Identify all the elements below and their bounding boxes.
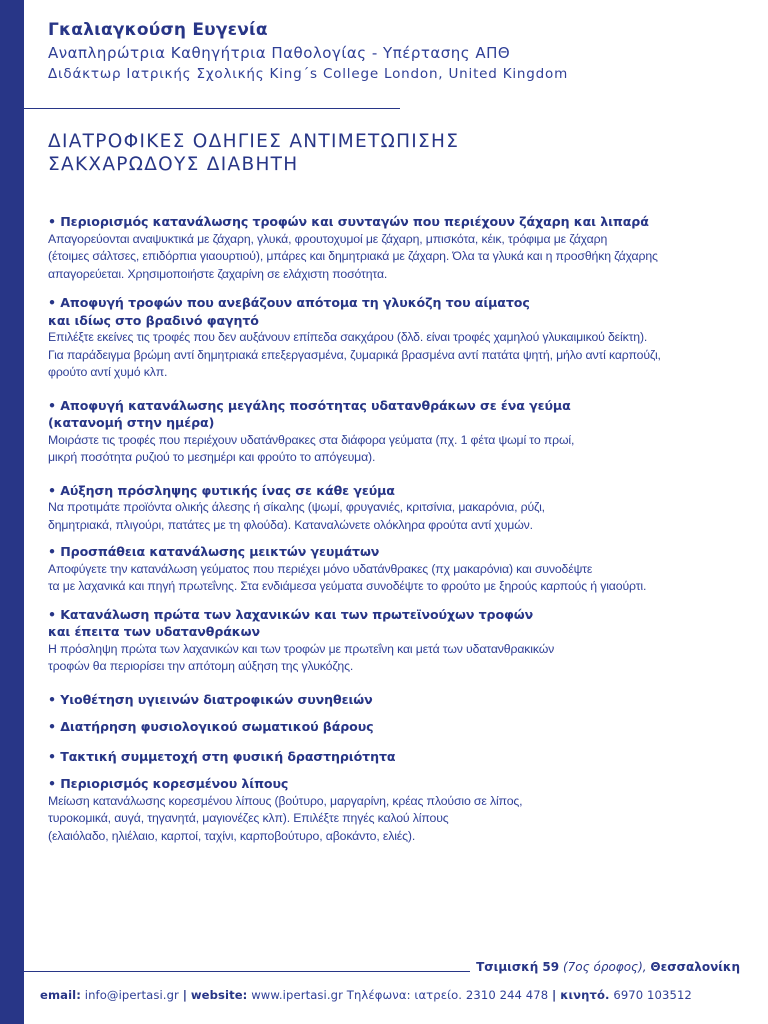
guideline-text: Μοιράστε τις τροφές που περιέχουν υδατάνθρακες στα διάφορα γεύματα (πχ. 1 φέτα ψωμί το πρωί, (48, 432, 575, 447)
address (476, 960, 740, 974)
guideline-section (48, 397, 760, 467)
footer-divider (24, 971, 470, 972)
guideline-text: Απαγορεύονται αναψυκτικά με ζάχαρη, γλυκά, φρουτοχυμοί με ζάχαρη, μπισκότα, κέικ, τρόφιμα με ζάχαρη (48, 231, 608, 246)
guideline-section (48, 294, 760, 382)
guideline-heading: • Προσπάθεια κατανάλωσης μεικτών γευμάτων (48, 544, 380, 559)
guideline-heading: (κατανομή στην ημέρα) (48, 415, 215, 430)
guideline-text: (ελαιόλαδο, ηλιέλαιο, καρποί, ταχίνι, καρποβούτυρο, αβοκάντο, ελιές). (48, 828, 416, 843)
guideline-section (48, 748, 760, 766)
guideline-section (48, 775, 760, 845)
title-line-2: ΣΑΚΧΑΡΩΔΟΥΣ ΔΙΑΒΗΤΗ (48, 154, 299, 175)
guideline-section (48, 606, 760, 676)
contact-footer (40, 988, 692, 1002)
guidelines-list (48, 213, 760, 855)
guideline-section (48, 543, 760, 596)
author-header (48, 18, 748, 84)
footer-separator: | (552, 988, 557, 1002)
author-role: Αναπληρώτρια Καθηγήτρια Παθολογίας - Υπέρτασης ΑΠΘ (48, 44, 511, 62)
website-label: website: (190, 988, 248, 1002)
guideline-text: τυροκομικά, αυγά, τηγανητά, μαγιονέζες κλπ). Επιλέξτε πηγές καλού λίπους (48, 811, 449, 825)
address-city: Θεσσαλονίκη (650, 960, 740, 974)
page-title (48, 130, 728, 176)
guideline-text: τα με λαχανικά και πηγή πρωτεΐνης. Στα ενδιάμεσα γεύματα συνοδέψτε το φρούτο με ξηρούς καρπούς ή γιαούρτι. (48, 579, 647, 593)
author-name: Γκαλιαγκούση Ευγενία (48, 20, 268, 40)
guideline-heading: • Αποφυγή κατανάλωσης μεγάλης ποσότητας υδατανθράκων σε ένα γεύμα (48, 397, 571, 413)
guideline-heading: • Τακτική συμμετοχή στη φυσική δραστηριότητα (48, 748, 396, 764)
footer-separator: | (182, 988, 188, 1002)
address-floor: (7ος όροφος), (562, 960, 647, 974)
guideline-section (48, 718, 760, 736)
guideline-text: τροφών θα περιορίσει την απότομη αύξηση της γλυκόζης. (48, 659, 354, 673)
guideline-text: (έτοιμες σάλτσες, επιδόρπια γιαουρτιού), μπάρες και δημητριακά με ζάχαρη. Όλα τα γλυκά και η προσθήκη ζάχαρης (48, 249, 658, 263)
website-link[interactable]: www.ipertasi.gr (251, 988, 343, 1002)
guideline-heading: • Περιορισμός κατανάλωσης τροφών και συνταγών που περιέχουν ζάχαρη και λιπαρά (48, 214, 649, 229)
mobile-label: κινητό. (560, 988, 610, 1002)
office-phone: 2310 244 478 (465, 988, 549, 1002)
guideline-text: Αποφύγετε την κατανάλωση γεύματος που περιέχει μόνο υδατάνθρακες (πχ μακαρόνια) και συνοδέψτε (48, 561, 593, 576)
guideline-heading: • Αποφυγή τροφών που ανεβάζουν απότομα τη γλυκόζη του αίματος (48, 295, 530, 310)
guideline-heading: • Κατανάλωση πρώτα των λαχανικών και των πρωτεϊνούχων τροφών (48, 606, 534, 622)
title-line-1: ΔΙΑΤΡΟΦΙΚΕΣ ΟΔΗΓΙΕΣ ΑΝΤΙΜΕΤΩΠΙΣΗΣ (48, 131, 460, 152)
guideline-heading: • Υιοθέτηση υγιεινών διατροφικών συνηθειών (48, 691, 373, 707)
guideline-text: δημητριακά, πλιγούρι, πατάτες με τη φλούδα). Καταναλώνετε ολόκληρα φρούτα αντί χυμών. (48, 517, 533, 532)
author-degree: Διδάκτωρ Ιατρικής Σχολικής King´s College London, United Kingdom (48, 66, 569, 82)
sidebar-bar (0, 0, 24, 1024)
guideline-heading: • Διατήρηση φυσιολογικού σωματικού βάρους (48, 719, 374, 734)
mobile-phone: 6970 103512 (613, 988, 692, 1002)
address-street: Τσιμισκή 59 (476, 960, 560, 974)
guideline-heading: • Αύξηση πρόσληψης φυτικής ίνας σε κάθε γεύμα (48, 482, 395, 498)
guideline-text: Η πρόσληψη πρώτα των λαχανικών και των τροφών με πρωτεΐνη και μετά των υδατανθρακικών (48, 641, 555, 656)
guideline-text: Μείωση κατανάλωσης κορεσμένου λίπους (βούτυρο, μαργαρίνη, κρέας πλούσιο σε λίπος, (48, 793, 523, 808)
phones-label: Τηλέφωνα: ιατρείο. (346, 988, 463, 1002)
guideline-text: φρούτο αντί χυμό κλπ. (48, 365, 168, 379)
guideline-text: Για παράδειγμα βρώμη αντί δημητριακά επεξεργασμένα, ζυμαρικά βρασμένα αντί πατάτα ψητή, μήλο αντί καρπούζι, (48, 347, 661, 362)
guideline-section (48, 213, 760, 283)
email-label: email: (40, 988, 81, 1002)
guideline-heading: και έπειτα των υδατανθράκων (48, 624, 260, 639)
guideline-text: μικρή ποσότητα ρυζιού το μεσημέρι και φρούτο το απόγευμα). (48, 450, 376, 464)
guideline-text: Να προτιμάτε προϊόντα ολικής άλεσης ή σίκαλης (ψωμί, φρυγανιές, κριτσίνια, μακαρόνια, ρύζι, (48, 500, 545, 514)
email-link[interactable]: info@ipertasi.gr (84, 988, 179, 1002)
guideline-text: Επιλέξτε εκείνες τις τροφές που δεν αυξάνουν επίπεδα σακχάρου (δλδ. είναι τροφές χαμηλού γλυκαιμικού δείκτη). (48, 330, 648, 344)
guideline-heading: και ιδίως στο βραδινό φαγητό (48, 312, 259, 328)
guideline-heading: • Περιορισμός κορεσμένου λίπους (48, 776, 289, 791)
guideline-section (48, 691, 760, 709)
guideline-text: απαγορεύεται. Χρησιμοποιήστε ζαχαρίνη σε ελάχιστη ποσότητα. (48, 266, 388, 281)
guideline-section (48, 482, 760, 535)
header-divider (24, 108, 400, 109)
